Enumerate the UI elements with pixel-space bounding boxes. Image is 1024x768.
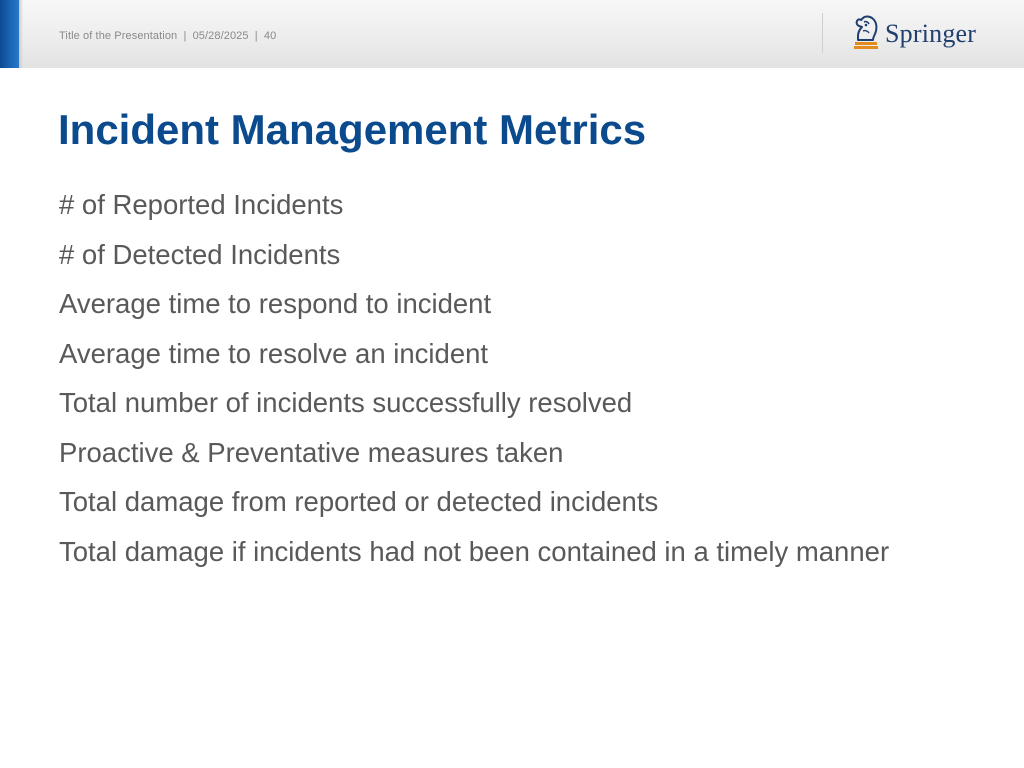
list-item: Average time to respond to incident — [59, 288, 492, 319]
page-number: 40 — [263, 30, 277, 42]
list-item: # of Reported Incidents — [59, 189, 344, 220]
springer-horse-icon — [851, 14, 881, 52]
header-accent-bar — [0, 0, 19, 68]
presentation-info — [59, 30, 276, 42]
list-item: Total number of incidents successfully resolved — [59, 387, 633, 418]
list-item: Total damage if incidents had not been contained in a timely manner — [59, 535, 890, 567]
bullet-list — [59, 187, 939, 583]
list-item: Average time to resolve an incident — [59, 337, 489, 369]
separator: | — [183, 30, 187, 42]
separator: | — [254, 30, 258, 42]
list-item: # of Detected Incidents — [59, 238, 341, 270]
header-accent-shadow — [19, 0, 23, 68]
springer-logo — [851, 14, 981, 54]
slide-title: Incident Management Metrics — [58, 106, 647, 153]
logo-wordmark: Springer — [885, 19, 977, 48]
presentation-title: Title of the Presentation — [59, 30, 178, 42]
presentation-date: 05/28/2025 — [192, 30, 249, 42]
list-item: Total damage from reported or detected incidents — [59, 486, 659, 517]
logo-divider — [822, 13, 823, 53]
list-item: Proactive & Preventative measures taken — [59, 436, 564, 468]
